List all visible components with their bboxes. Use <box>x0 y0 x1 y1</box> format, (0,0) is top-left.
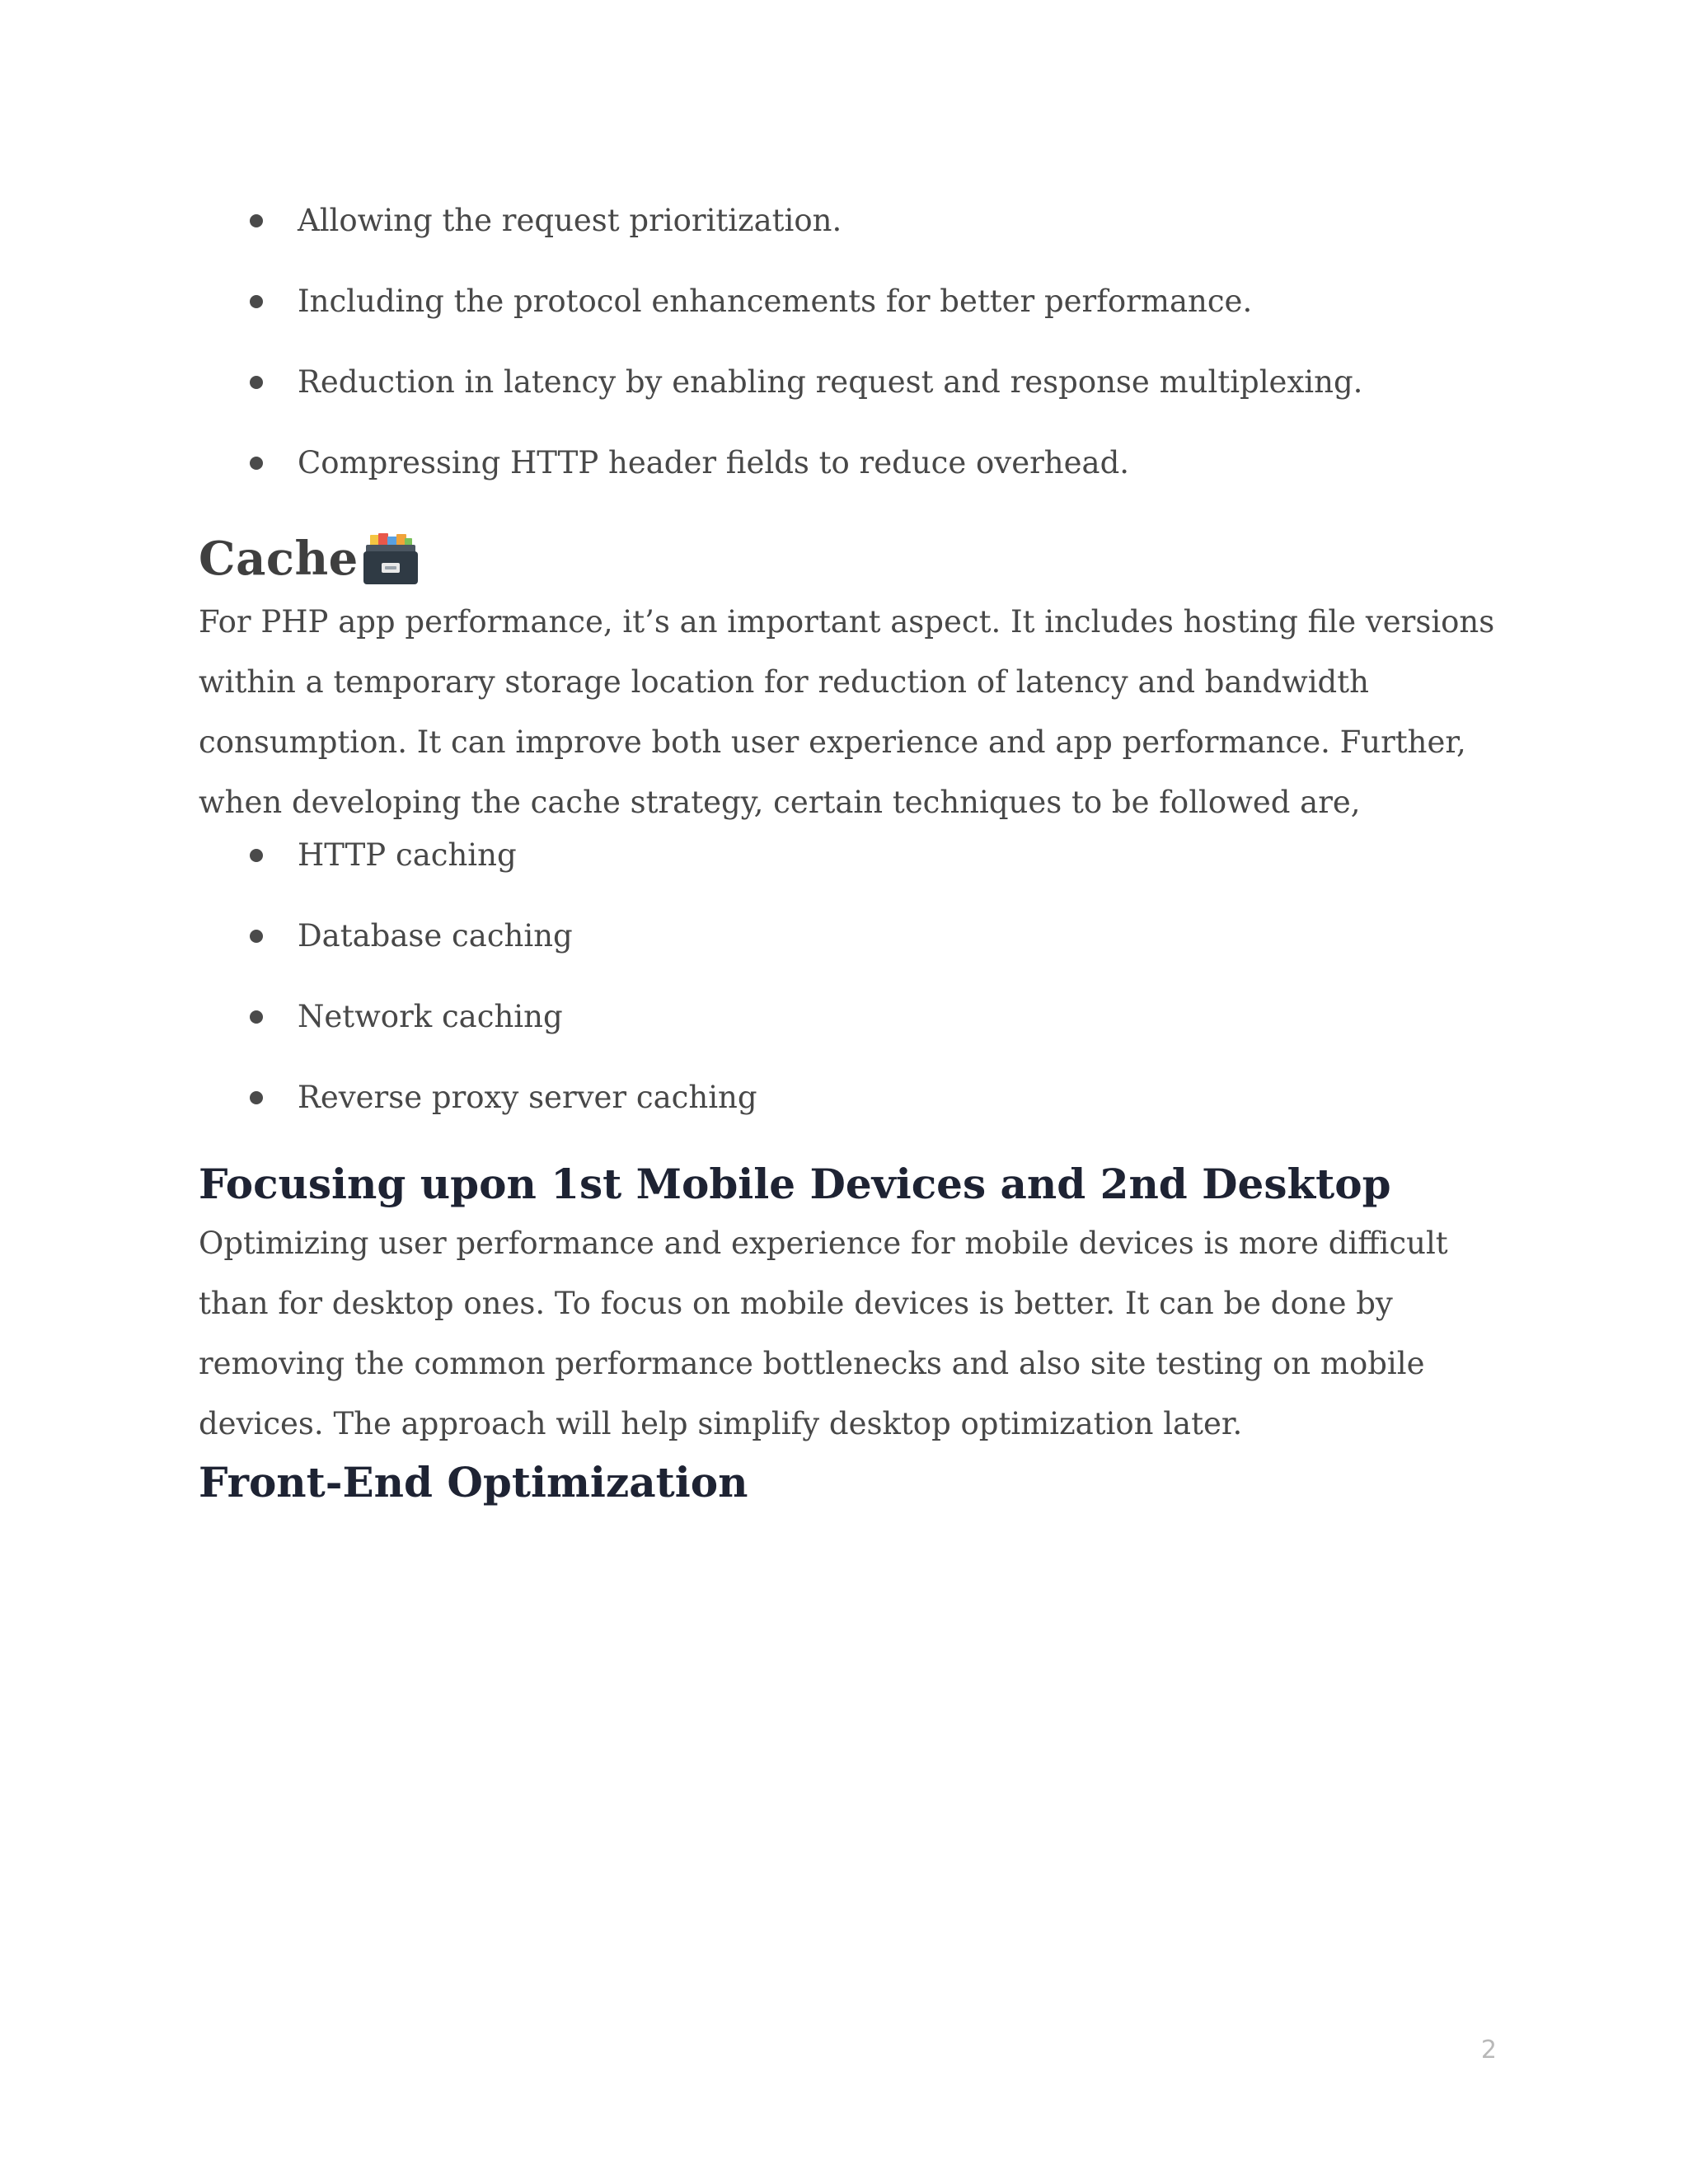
intro-bullet-list <box>199 198 1501 486</box>
bullet-icon <box>250 849 263 862</box>
frontend-section-heading: Front-End Optimization <box>199 1458 748 1507</box>
list-item-text: Including the protocol enhancements for better performance. <box>298 284 1253 319</box>
list-item <box>199 994 1501 1040</box>
file-cabinet-icon <box>362 532 420 586</box>
list-item <box>199 913 1501 959</box>
list-item-text: Database caching <box>298 918 573 954</box>
list-item <box>199 279 1501 325</box>
mobile-section-paragraph: Optimizing user performance and experience for mobile devices is more difficult than for desktop ones. To focus on mobile devices is better. It can be done by removing the common performance bottlenecks and also site testing on mobile devices. The approach will help simplify desktop optimization later. <box>199 1226 1448 1441</box>
bullet-icon <box>250 295 263 308</box>
bullet-icon <box>250 930 263 943</box>
page-content <box>199 198 1501 1511</box>
bullet-icon <box>250 1010 263 1024</box>
list-item-text: Reduction in latency by enabling request and response multiplexing. <box>298 364 1363 400</box>
list-item-text: HTTP caching <box>298 837 517 873</box>
list-item-text: Reverse proxy server caching <box>298 1080 757 1115</box>
list-item <box>199 359 1501 405</box>
list-item <box>199 1075 1501 1121</box>
cache-bullet-list <box>199 832 1501 1121</box>
mobile-section-heading: Focusing upon 1st Mobile Devices and 2nd Desktop <box>199 1160 1391 1208</box>
cache-heading <box>199 526 1501 592</box>
list-item-text: Network caching <box>298 999 563 1034</box>
page-number: 2 <box>1480 2036 1497 2064</box>
list-item <box>199 832 1501 879</box>
bullet-icon <box>250 376 263 389</box>
cache-paragraph: For PHP app performance, it’s an important aspect. It includes hosting file versions within a temporary storage location for reduction of latency and bandwidth consumption. It can improve both user experience and app performance. Further, when developing the cache strategy, certain techniques to be followed are, <box>199 604 1495 820</box>
bullet-icon <box>250 214 263 227</box>
list-item <box>199 198 1501 244</box>
bullet-icon <box>250 1091 263 1104</box>
list-item-text: Allowing the request prioritization. <box>298 203 842 238</box>
list-item-text: Compressing HTTP header fields to reduce overhead. <box>298 445 1130 480</box>
bullet-icon <box>250 457 263 470</box>
cache-heading-text: Cache <box>199 532 359 586</box>
list-item <box>199 440 1501 486</box>
